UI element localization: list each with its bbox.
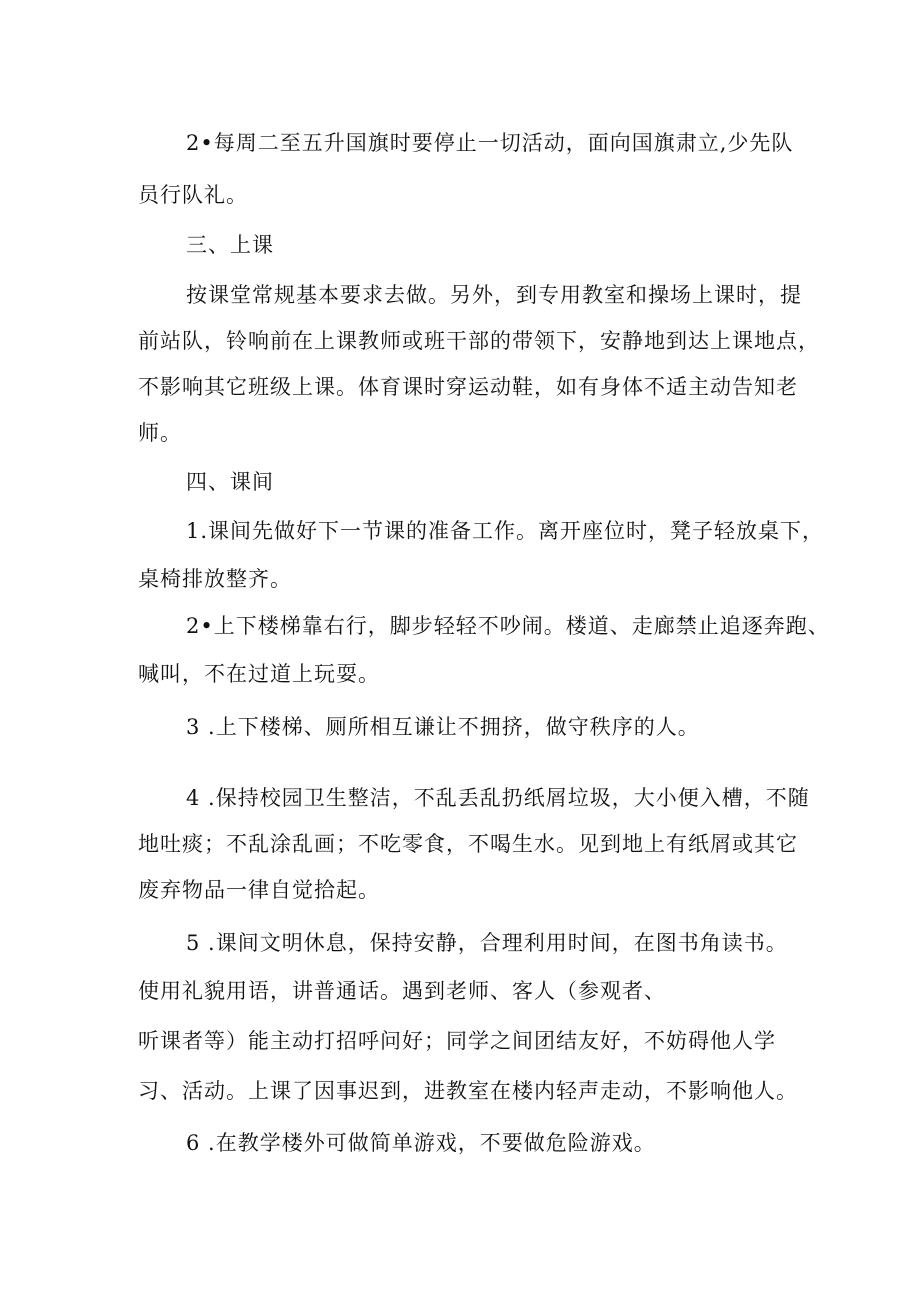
text-line: 2•上下楼梯靠右行，脚步轻轻不吵闹。楼道、走廊禁止追逐奔跑、: [186, 614, 830, 638]
text-line: 4 .保持校园卫生整洁，不乱丢乱扔纸屑垃圾，大小便入槽，不随: [186, 786, 810, 810]
text-line: 3 .上下楼梯、厕所相互谦让不拥挤，做守秩序的人。: [186, 715, 700, 739]
text-line: 不影响其它班级上课。体育课时穿运动鞋，如有身体不适主动告知老: [138, 375, 798, 399]
text-line: 员行队礼。: [138, 183, 248, 207]
text-line: 桌椅排放整齐。: [138, 567, 292, 591]
section-heading-break: 四、课间: [186, 470, 274, 494]
text-line: 地吐痰；不乱涂乱画；不吃零食，不喝生水。见到地上有纸屑或其它: [138, 832, 798, 856]
text-line: 5 .课间文明休息，保持安静，合理利用时间，在图书角读书。: [186, 931, 788, 955]
section-heading-class: 三、上课: [186, 233, 274, 257]
text-line: 前站队，铃响前在上课教师或班干部的带领下，安静地到达上课地点，: [138, 329, 820, 353]
text-line: 师。: [138, 421, 182, 445]
text-line: 废弃物品一律自觉拾起。: [138, 878, 380, 902]
text-line: 2•每周二至五升国旗时要停止一切活动，面向国旗肃立,少先队: [186, 131, 794, 155]
text-line: 按课堂常规基本要求去做。另外，到专用教室和操场上课时，提: [186, 283, 802, 307]
text-line: 1.课间先做好下一节课的准备工作。离开座位时，凳子轻放桌下，: [186, 519, 825, 543]
text-line: 习、活动。上课了因事迟到，进教室在楼内轻声走动，不影响他人。: [138, 1079, 798, 1103]
text-line: 听课者等）能主动打招呼问好；同学之间团结友好，不妨碍他人学: [138, 1029, 776, 1053]
text-line: 使用礼貌用语，讲普通话。遇到老师、客人（参观者、: [138, 979, 666, 1003]
text-line: 6 .在教学楼外可做简单游戏，不要做危险游戏。: [186, 1131, 656, 1155]
text-line: 喊叫，不在过道上玩耍。: [138, 662, 380, 686]
